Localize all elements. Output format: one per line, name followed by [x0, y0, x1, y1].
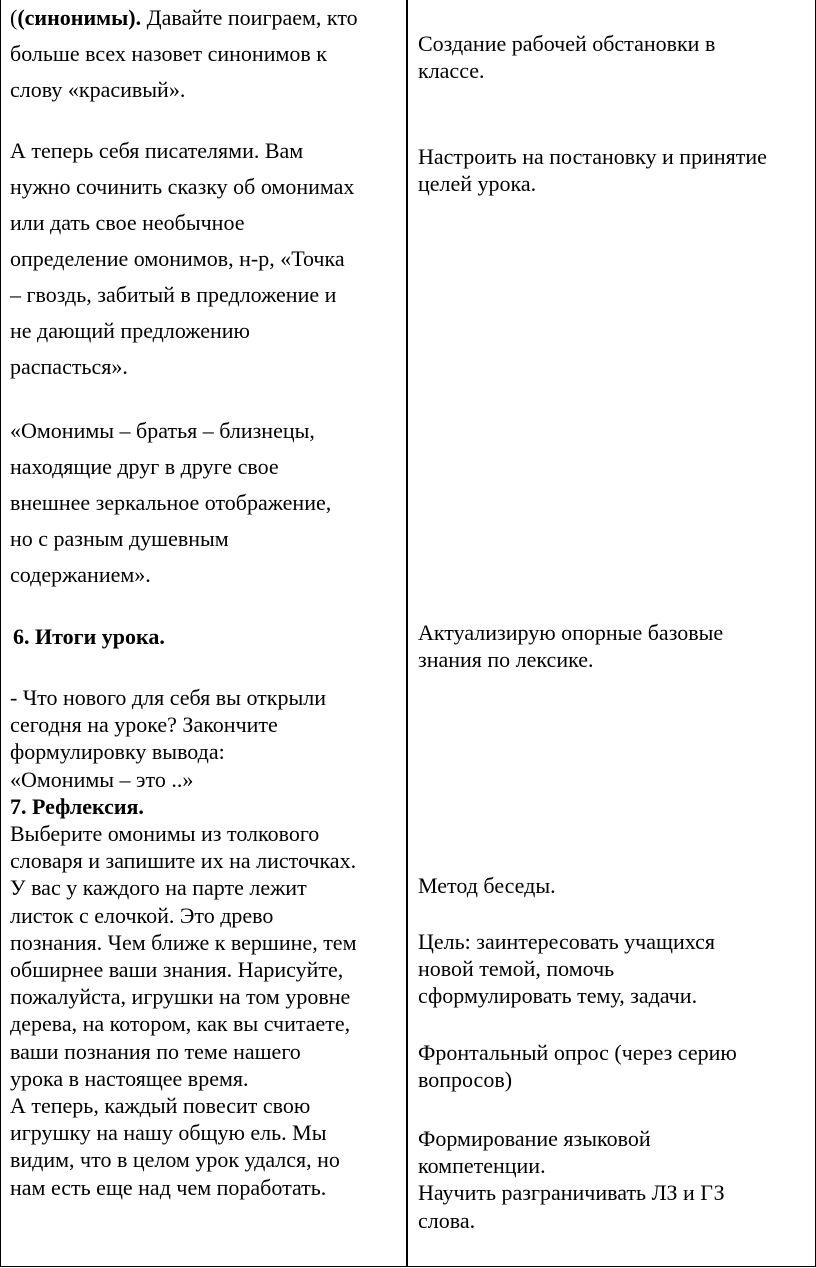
survey-line: вопросов) [418, 1067, 513, 1093]
reflection-line: видим, что в целом урок удался, но [10, 1147, 340, 1173]
goals-line: Настроить на постановку и принятие [418, 144, 767, 169]
actualize-line: Актуализирую опорные базовые [418, 620, 724, 645]
quote-line: содержанием». [10, 562, 151, 587]
competence-line: Научить разграничивать ЛЗ и ГЗ [418, 1180, 725, 1206]
reflection-line: дерева, на котором, как вы считаете, [10, 1011, 351, 1037]
competence-line: слова. [418, 1207, 476, 1233]
aim-note [418, 928, 715, 1010]
goals-note [418, 143, 767, 197]
competence-line: Формирование языковой [418, 1126, 651, 1151]
reflection-line: А теперь, каждый повесит свою [10, 1093, 311, 1119]
summary-line: «Омонимы – это ..» [10, 766, 194, 792]
synonyms-term: (синонимы). [17, 5, 142, 30]
competence-note [418, 1125, 725, 1234]
quote-paragraph [10, 413, 331, 593]
summary-line: - Что нового для себя вы открыли [10, 685, 327, 710]
atmosphere-note [418, 30, 715, 84]
reflection-line: игрушку на нашу общую ель. Мы [10, 1120, 327, 1146]
quote-line: внешнее зеркальное отображение, [10, 490, 332, 515]
quote-line: но с разным душевным [10, 526, 229, 551]
quote-line: находящие друг в друге свое [10, 454, 279, 479]
reflection-line: урока в настоящее время. [10, 1065, 249, 1091]
writers-line: определение омонимов, н-р, «Точка [10, 246, 345, 271]
actualize-note [418, 619, 723, 673]
writers-line: А теперь себя писателями. Вам [10, 138, 304, 163]
actualize-line: знания по лексике. [418, 647, 594, 673]
reflection-line: ваши познания по теме нашего [10, 1038, 301, 1064]
survey-note [418, 1039, 737, 1093]
survey-line: Фронтальный опрос (через серию [418, 1040, 737, 1065]
aim-line: Цель: заинтересовать учащихся [418, 929, 715, 954]
section-6-heading [13, 622, 165, 652]
goals-line: целей урока. [418, 171, 537, 197]
intro-line-2: больше всех назовет синонимов к [10, 41, 327, 66]
reflection-line: У вас у каждого на парте лежит [10, 875, 307, 901]
reflection-line: пожалуйста, игрушки на том уровне [10, 984, 351, 1010]
summary-paragraph [10, 684, 357, 1201]
method-line: Метод беседы. [418, 873, 556, 898]
summary-line: сегодня на уроке? Закончите [10, 712, 278, 738]
section-7-title: 7. Рефлексия. [10, 793, 144, 819]
writers-line: не дающий предложению [10, 318, 250, 343]
reflection-line: нам есть еще над чем поработать. [10, 1174, 327, 1200]
writers-line: нужно сочинить сказку об омонимах [10, 174, 355, 199]
reflection-line: листок с елочкой. Это древо [10, 902, 274, 928]
writers-line: – гвоздь, забитый в предложение и [10, 282, 337, 307]
quote-line: «Омонимы – братья – близнецы, [10, 418, 315, 443]
atmosphere-line: классе. [418, 58, 485, 84]
column-divider [406, 0, 408, 1266]
intro-line-1: ((синонимы). Давайте поиграем, кто [10, 5, 358, 30]
intro-line-3: слову «красивый». [10, 77, 186, 102]
aim-line: сформулировать тему, задачи. [418, 983, 698, 1009]
summary-line: формулировку вывода: [10, 739, 225, 765]
aim-line: новой темой, помочь [418, 956, 615, 982]
atmosphere-line: Создание рабочей обстановки в [418, 31, 716, 56]
competence-line: компетенции. [418, 1153, 546, 1179]
writers-line: распасться». [10, 354, 128, 379]
reflection-line: Выберите омонимы из толкового [10, 821, 320, 847]
reflection-line: познания. Чем ближе к вершине, тем [10, 929, 357, 955]
section-7-heading [10, 793, 357, 820]
reflection-line: обширнее ваши знания. Нарисуйте, [10, 957, 344, 983]
reflection-line: словаря и запишите их на листочках. [10, 848, 357, 874]
writers-paragraph [10, 133, 354, 385]
intro-paragraph [10, 0, 358, 108]
method-note [418, 872, 556, 899]
writers-line: или дать свое необычное [10, 210, 245, 235]
intro-line-1-rest: Давайте поиграем, кто [141, 5, 358, 30]
section-6-title: 6. Итоги урока. [13, 624, 165, 649]
